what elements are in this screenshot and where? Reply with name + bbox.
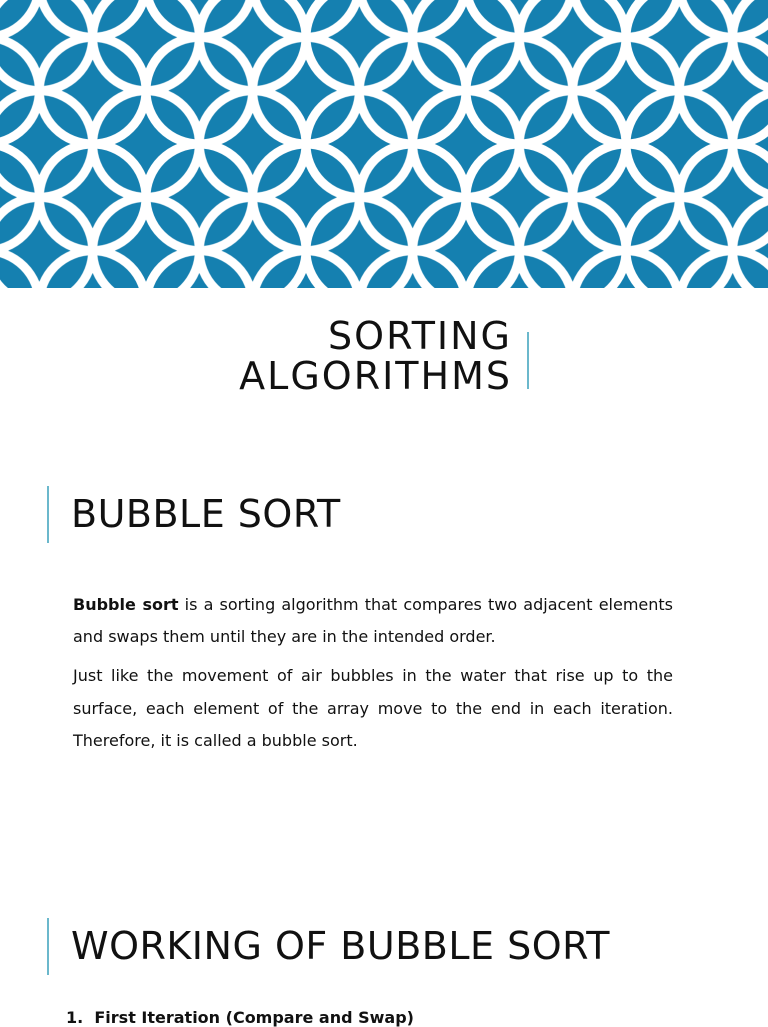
- paragraph-definition: [73, 589, 673, 653]
- section-heading-working: WORKING OF BUBBLE SORT: [71, 924, 610, 968]
- list-item-text: First Iteration (Compare and Swap): [94, 1008, 414, 1027]
- slide-title: [239, 316, 512, 396]
- slide-title-line2: ALGORITHMS: [239, 354, 512, 398]
- paragraph-analogy: Just like the movement of air bubbles in the water that rise up to the surface, each element of the array move to the end in each iteration. Therefore, it is called a bubble sort.: [73, 666, 673, 750]
- list-number: 1.: [66, 1008, 84, 1027]
- list-item-first-iteration: [66, 1008, 414, 1027]
- decorative-banner: [0, 0, 768, 288]
- section-heading-bubble-sort: BUBBLE SORT: [71, 492, 341, 536]
- title-accent-bar: [527, 332, 529, 389]
- section-accent-bar: [47, 918, 49, 975]
- paragraph-definition-text: is a sorting algorithm that compares two adjacent elements and swaps them until they are in the intended order.: [73, 595, 674, 646]
- section-accent-bar: [47, 486, 49, 543]
- bold-term: Bubble sort: [73, 595, 179, 614]
- slide-title-line1: SORTING: [328, 314, 512, 358]
- interlocking-circles-pattern-icon: [0, 0, 768, 288]
